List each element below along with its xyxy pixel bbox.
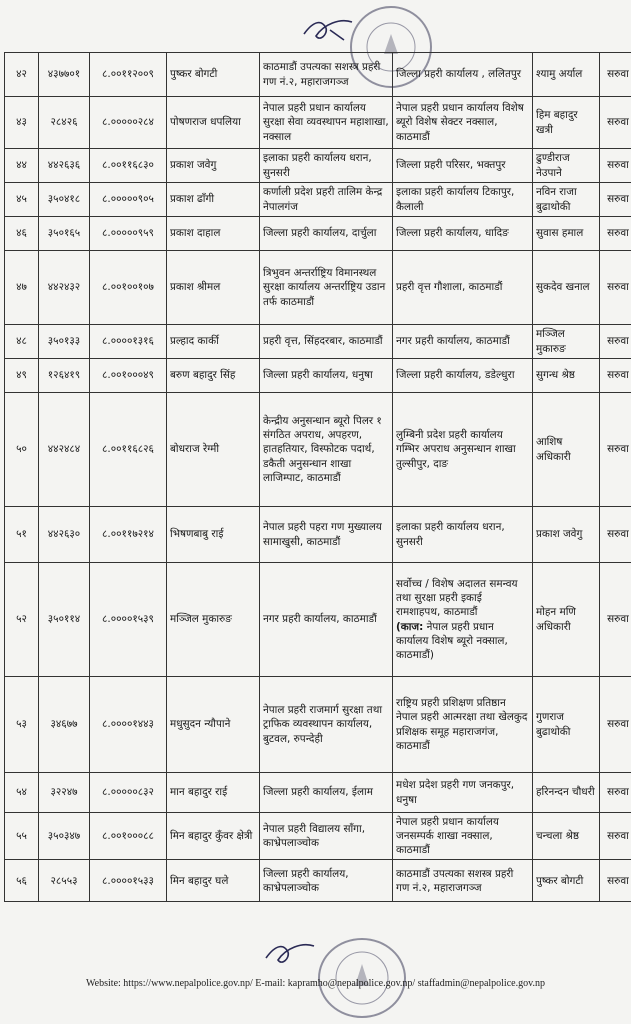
employee-name: मिन बहादुर कुँवर क्षेत्री [167,813,260,860]
action-type: सरुवा [600,359,631,393]
code-number: ८.०००००९०५ [90,183,167,217]
action-type: सरुवा [600,217,631,251]
action-type: सरुवा [600,183,631,217]
new-office: इलाका प्रहरी कार्यालय धरान, सुनसरी [393,507,533,563]
replacement-officer: प्रकाश जवेगु [533,507,600,563]
action-type: सरुवा [600,325,631,359]
table-row [5,393,631,507]
code-number: ८.००००१४४३ [90,677,167,773]
police-id: ४४२६३६ [39,149,90,183]
footer-contact: Website: https://www.nepalpolice.gov.np/ E-mail: kapramho@nepalpolice.gov.np/ staffadmin@nepalpolice.gov.np [86,978,545,989]
table-row [5,813,631,860]
replacement-officer: ढुण्डीराज नेउपाने [533,149,600,183]
code-number: ८.००११२००९ [90,53,167,97]
police-id: ४४२४३२ [39,251,90,325]
action-type: सरुवा [600,97,631,149]
police-id: ४३७७०१ [39,53,90,97]
code-number: ८.००११७२१४ [90,507,167,563]
new-office: नेपाल प्रहरी प्रधान कार्यालय जनसम्पर्क शाखा नक्साल, काठमाडौं [393,813,533,860]
new-office: नेपाल प्रहरी प्रधान कार्यालय विशेष ब्यूरो विशेष सेक्टर नक्साल, काठमाडौं [393,97,533,149]
current-office: केन्द्रीय अनुसन्धान ब्यूरो पिलर १ संगठित अपराध, अपहरण, हातहतियार, विस्फोटक पदार्थ, डकैती अनुसन्धान शाखा लाजिम्पाट, काठमाडौं [260,393,393,507]
table-row [5,149,631,183]
police-id: २८४२६ [39,97,90,149]
employee-name: प्रकाश जवेगु [167,149,260,183]
employee-name: मञ्जिल मुकारुङ [167,563,260,677]
signature-mark-bottom [262,940,322,974]
current-office: त्रिभुवन अन्तर्राष्ट्रिय विमानस्थल सुरक्षा कार्यालय अन्तर्राष्ट्रिय उडान तर्फ काठमाडौं [260,251,393,325]
action-type: सरुवा [600,677,631,773]
new-office: प्रहरी वृत्त गौशाला, काठमाडौं [393,251,533,325]
current-office: जिल्ला प्रहरी कार्यालय, ईलाम [260,773,393,813]
employee-name: पोषणराज धपलिया [167,97,260,149]
employee-name: प्रकाश दाहाल [167,217,260,251]
table-row [5,325,631,359]
replacement-officer: नविन राजा बुढाथोकी [533,183,600,217]
police-id: ४४२४८४ [39,393,90,507]
code-number: ८.०००००९५९ [90,217,167,251]
police-id: ३५०३४७ [39,813,90,860]
police-id: ३५०१६५ [39,217,90,251]
serial-number: ४३ [5,97,39,149]
action-type: सरुवा [600,563,631,677]
new-office: जिल्ला प्रहरी कार्यालय, धादिङ [393,217,533,251]
code-number: ८.००११६८२६ [90,393,167,507]
table-row [5,251,631,325]
current-office: नगर प्रहरी कार्यालय, काठमाडौं [260,563,393,677]
serial-number: ५६ [5,860,39,902]
action-type: सरुवा [600,507,631,563]
table-row [5,563,631,677]
code-number: ८.००१०००८८ [90,813,167,860]
serial-number: ४९ [5,359,39,393]
employee-name: मिन बहादुर घले [167,860,260,902]
current-office: जिल्ला प्रहरी कार्यालय, काभ्रेपलाञ्चोक [260,860,393,902]
replacement-officer: श्यामु अर्याल [533,53,600,97]
current-office: नेपाल प्रहरी प्रधान कार्यालय सुरक्षा सेवा व्यवस्थापन महाशाखा, नक्साल [260,97,393,149]
code-number: ८.००१०००४९ [90,359,167,393]
table-row [5,217,631,251]
serial-number: ५२ [5,563,39,677]
new-office: लुम्बिनी प्रदेश प्रहरी कार्यालय गम्भिर अपराध अनुसन्धान शाखा तुल्सीपुर, दाङ [393,393,533,507]
serial-number: ४२ [5,53,39,97]
code-number: ८.००००१५३९ [90,563,167,677]
new-office: काठमाडौं उपत्यका सशस्त्र प्रहरी गण नं.२, महाराजगञ्ज [393,860,533,902]
table-row [5,53,631,97]
employee-name: प्रल्हाद कार्की [167,325,260,359]
current-office: नेपाल प्रहरी विद्यालय साँगा, काभ्रेपलाञ्चोक [260,813,393,860]
police-id: ३२२४७ [39,773,90,813]
current-office: जिल्ला प्रहरी कार्यालय, धनुषा [260,359,393,393]
replacement-officer: सुकदेव खनाल [533,251,600,325]
replacement-officer: हरिनन्दन चौधरी [533,773,600,813]
employee-name: मधुसुदन न्यौपाने [167,677,260,773]
serial-number: ४८ [5,325,39,359]
serial-number: ४५ [5,183,39,217]
replacement-officer: पुष्कर बोगटी [533,860,600,902]
code-number: ८.००११६८३० [90,149,167,183]
current-office: जिल्ला प्रहरी कार्यालय, दार्चुला [260,217,393,251]
action-type: सरुवा [600,860,631,902]
serial-number: ५१ [5,507,39,563]
current-office: कर्णाली प्रदेश प्रहरी तालिम केन्द्र नेपालगंज [260,183,393,217]
police-id: ३५०४१८ [39,183,90,217]
new-office: नगर प्रहरी कार्यालय, काठमाडौं [393,325,533,359]
current-office: नेपाल प्रहरी राजमार्ग सुरक्षा तथा ट्राफिक व्यवस्थापन कार्यालय, बुटवल, रुपन्देही [260,677,393,773]
replacement-officer: सुगन्ध श्रेष्ठ [533,359,600,393]
deputation-note: नेपाल प्रहरी प्रधान कार्यालय विशेष ब्यूरो नक्साल, काठमाडौं) [396,620,508,661]
replacement-officer: गुणराज बुढाथोकी [533,677,600,773]
police-id: ३५०११४ [39,563,90,677]
replacement-officer: मोहन मणि अधिकारी [533,563,600,677]
serial-number: ४४ [5,149,39,183]
table-row [5,97,631,149]
replacement-officer: हिम बहादुर खत्री [533,97,600,149]
replacement-officer: आशिष अधिकारी [533,393,600,507]
new-office: राष्ट्रिय प्रहरी प्रशिक्षण प्रतिष्ठान नेपाल प्रहरी आत्मरक्षा तथा खेलकुद प्रशिक्षक समूह महाराजगंज, काठमाडौं [393,677,533,773]
current-office: नेपाल प्रहरी पहरा गण मुख्यालय सामाखुसी, काठमाडौं [260,507,393,563]
table-row [5,507,631,563]
table-row [5,860,631,902]
employee-name: प्रकाश ढाँगी [167,183,260,217]
serial-number: ४६ [5,217,39,251]
code-number: ८.००००१३१६ [90,325,167,359]
police-id: ३५०१३३ [39,325,90,359]
code-number: ८.०००००८३२ [90,773,167,813]
new-office: जिल्ला प्रहरी कार्यालय, डडेल्धुरा [393,359,533,393]
current-office: काठमाडौं उपत्यका सशस्त्र प्रहरी गण नं.२, महाराजगञ्ज [260,53,393,97]
police-id: ४४२६३० [39,507,90,563]
table-row [5,359,631,393]
employee-name: बरुण बहादुर सिंह [167,359,260,393]
current-office: प्रहरी वृत्त, सिंहदरबार, काठमाडौं [260,325,393,359]
action-type: सरुवा [600,393,631,507]
table-row [5,677,631,773]
code-number: ८.००००१५३३ [90,860,167,902]
police-id: १२६४१९ [39,359,90,393]
employee-name: बोधराज रेग्मी [167,393,260,507]
new-office: सर्वोच्च / विशेष अदालत समन्वय तथा सुरक्षा प्रहरी इकाई रामशाहपथ, काठमाडौं (काज: नेपाल प्रहरी प्रधान कार्यालय विशेष ब्यूरो नक्साल, काठमाडौं) [393,563,533,677]
replacement-officer: चन्चला श्रेष्ठ [533,813,600,860]
action-type: सरुवा [600,149,631,183]
serial-number: ४७ [5,251,39,325]
transfer-table [4,52,631,902]
employee-name: मान बहादुर राई [167,773,260,813]
employee-name: पुष्कर बोगटी [167,53,260,97]
action-type: सरुवा [600,773,631,813]
new-office: जिल्ला प्रहरी परिसर, भक्तपुर [393,149,533,183]
new-office: मधेश प्रदेश प्रहरी गण जनकपुर, धनुषा [393,773,533,813]
new-office: जिल्ला प्रहरी कार्यालय , ललितपुर [393,53,533,97]
deputation-label: (काज: [396,620,424,633]
new-office: इलाका प्रहरी कार्यालय टिकापुर, कैलाली [393,183,533,217]
replacement-officer: सुवास हमाल [533,217,600,251]
employee-name: भिषणबाबु राई [167,507,260,563]
police-id: ३४६७७ [39,677,90,773]
table-row [5,183,631,217]
employee-name: प्रकाश श्रीमल [167,251,260,325]
serial-number: ५५ [5,813,39,860]
police-id: २८५५३ [39,860,90,902]
current-office: इलाका प्रहरी कार्यालय धरान, सुनसरी [260,149,393,183]
serial-number: ५० [5,393,39,507]
code-number: ८.०००००२८४ [90,97,167,149]
action-type: सरुवा [600,251,631,325]
replacement-officer: मञ्जिल मुकारुङ [533,325,600,359]
table-row [5,773,631,813]
action-type: सरुवा [600,53,631,97]
serial-number: ५४ [5,773,39,813]
serial-number: ५३ [5,677,39,773]
code-number: ८.००१००१०७ [90,251,167,325]
action-type: सरुवा [600,813,631,860]
